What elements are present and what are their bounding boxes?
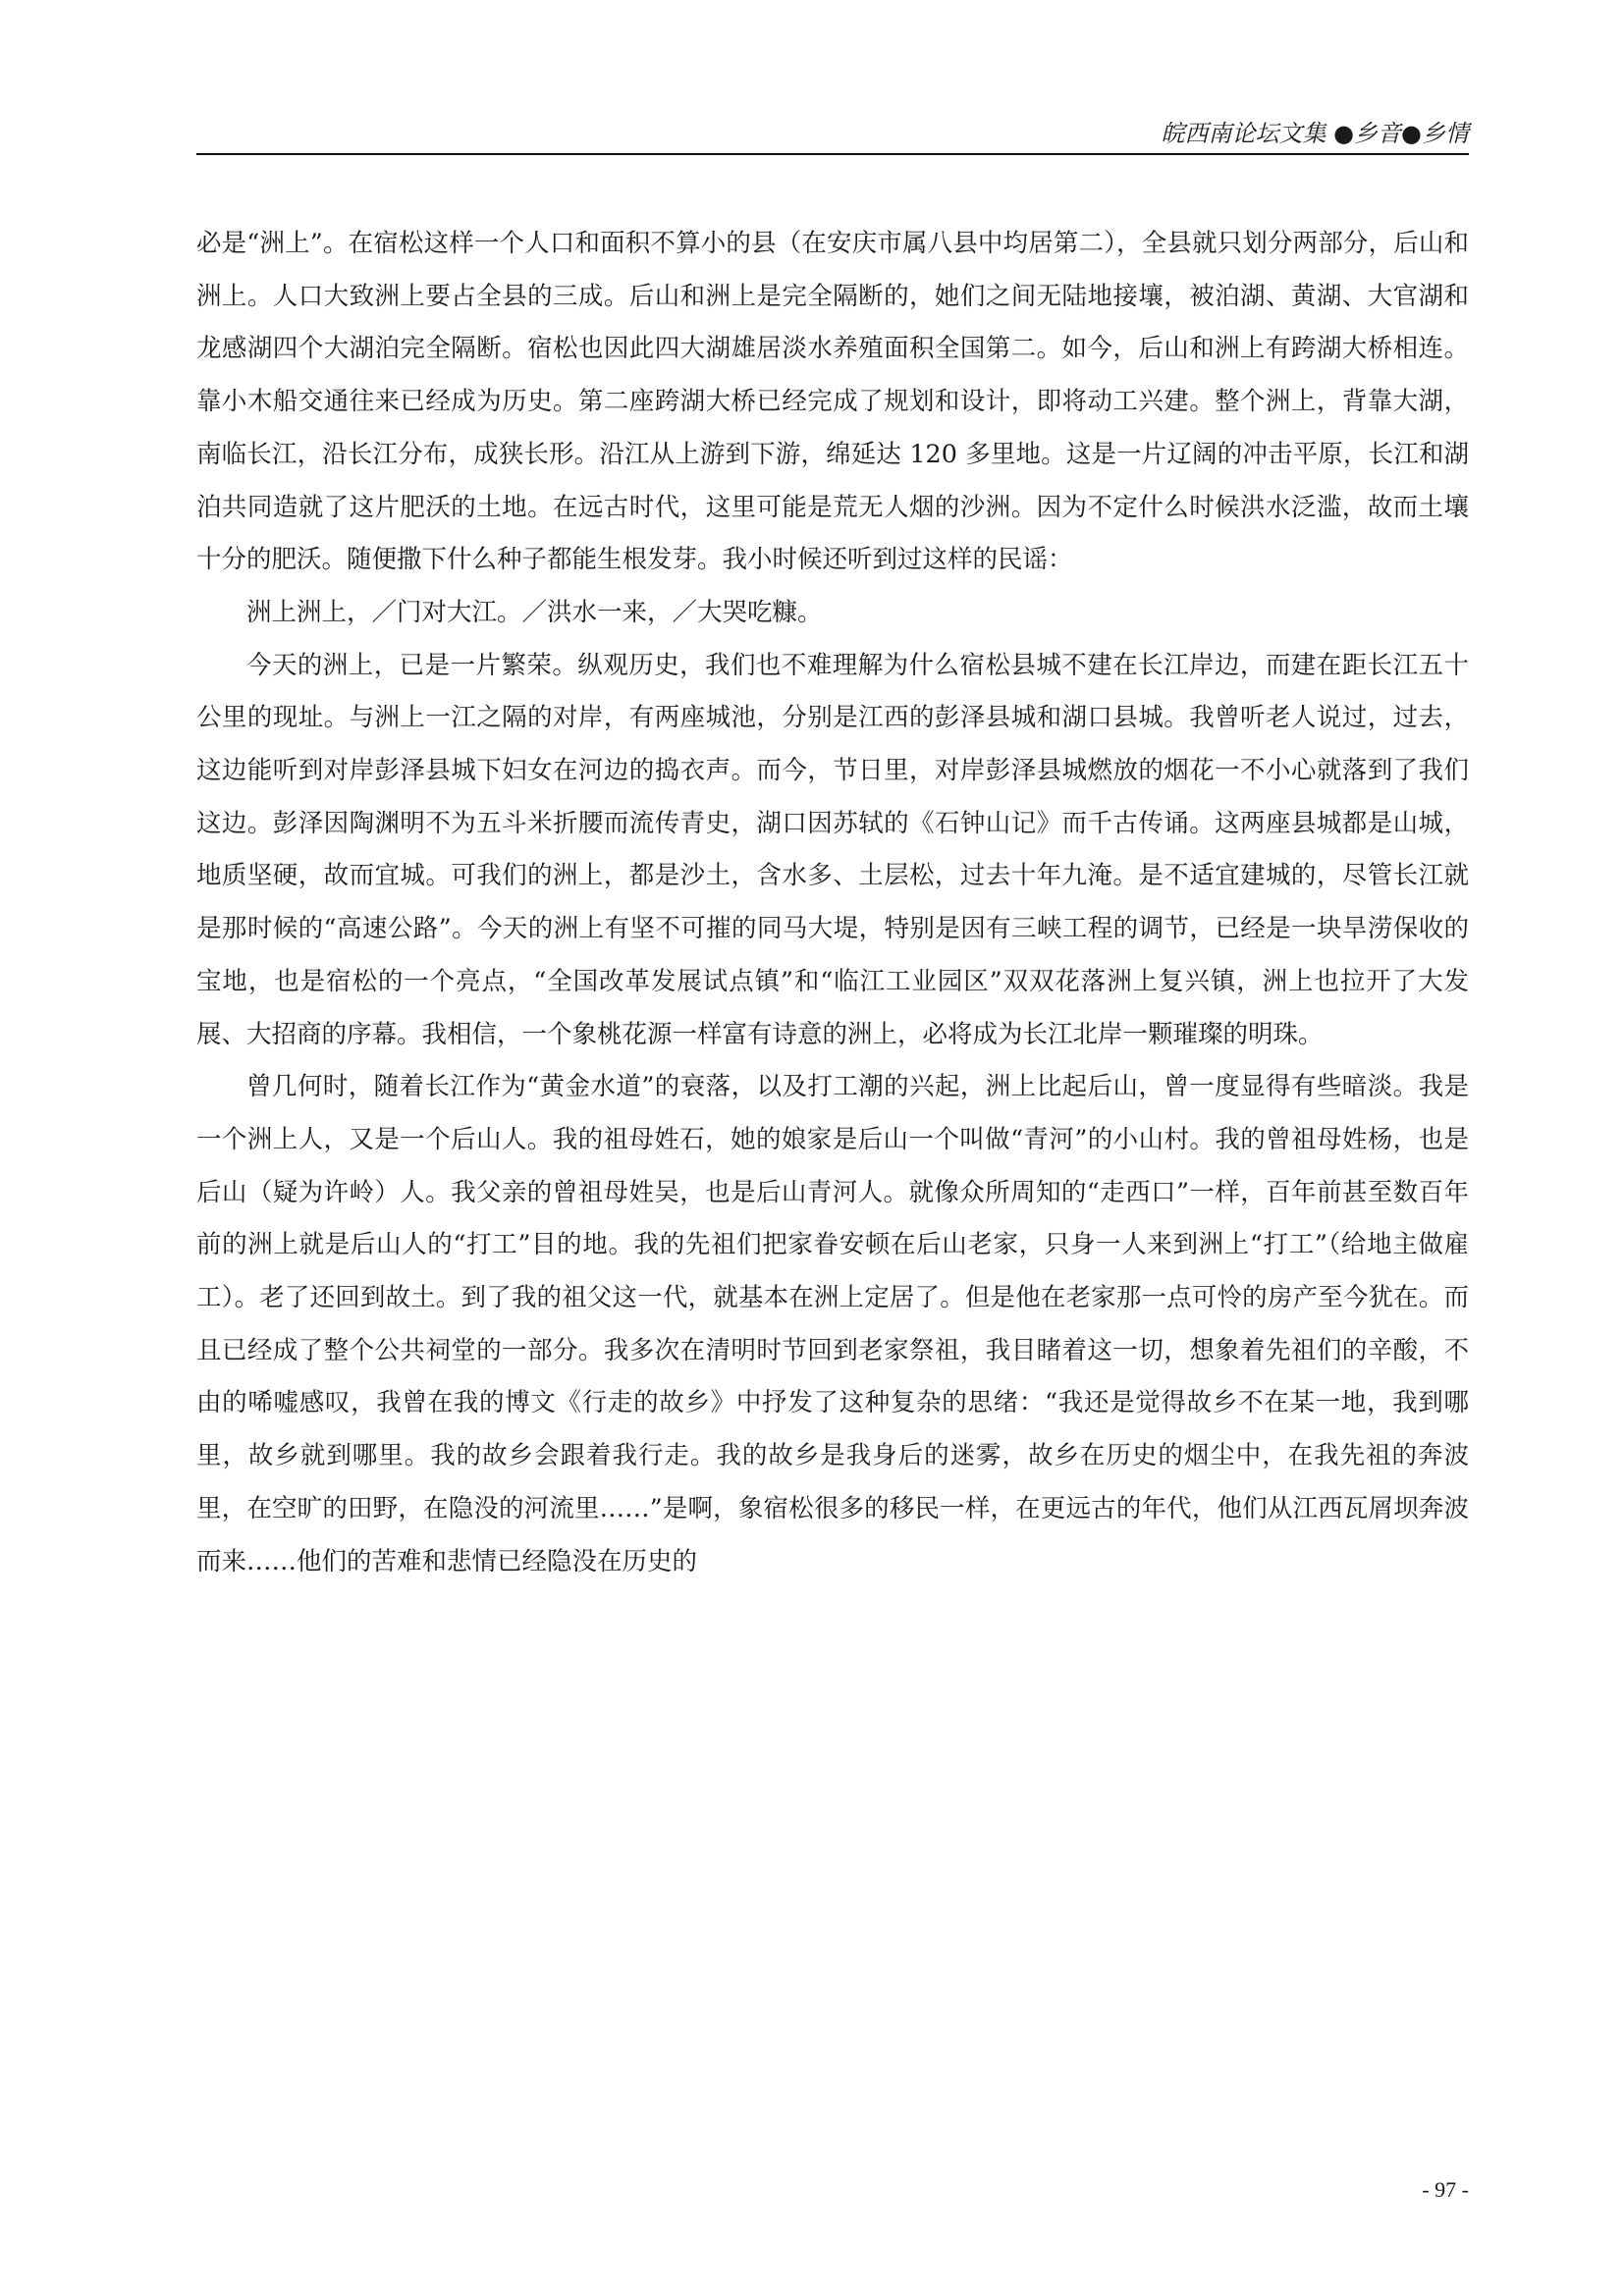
header-title: 皖西南论坛文集 ●乡音●乡情 [1161, 120, 1469, 147]
page-number: - 97 - [1422, 2177, 1469, 2202]
paragraph: 今天的洲上，已是一片繁荣。纵观历史，我们也不难理解为什么宿松县城不建在长江岸边，而建在距长江五十公里的现址。与洲上一江之隔的对岸，有两座城池，分别是江西的彭泽县城和湖口县城。我曾听老人说过，过去，这边能听到对岸彭泽县城下妇女在河边的捣衣声。而今，节日里，对岸彭泽县城燃放的烟花一不小心就落到了我们这边。彭泽因陶渊明不为五斗米折腰而流传青史，湖口因苏轼的《石钟山记》而千古传诵。这两座县城都是山城，地质坚硬，故而宜城。可我们的洲上，都是沙土，含水多、土层松，过去十年九淹。是不适宜建城的，尽管长江就是那时候的“高速公路”。今天的洲上有坚不可摧的同马大堤，特别是因有三峡工程的调节，已经是一块旱涝保收的宝地，也是宿松的一个亮点，“全国改革发展试点镇”和“临江工业园区”双双花落洲上复兴镇，洲上也拉开了大发展、大招商的序幕。我相信，一个象桃花源一样富有诗意的洲上，必将成为长江北岸一颗璀璨的明珠。 [196, 650, 1469, 1049]
running-header [196, 110, 1469, 155]
article-body [196, 218, 1469, 1588]
folk-rhyme: 洲上洲上，／门对大江。／洪水一来，／大哭吃糠。 [246, 597, 823, 627]
paragraph: 曾几何时，随着长江作为“黄金水道”的衰落，以及打工潮的兴起，洲上比起后山，曾一度显得有些暗淡。我是一个洲上人，又是一个后山人。我的祖母姓石，她的娘家是后山一个叫做“青河”的小山村。我的曾祖母姓杨，也是后山（疑为许岭）人。我父亲的曾祖母姓吴，也是后山青河人。就像众所周知的“走西口”一样，百年前甚至数百年前的洲上就是后山人的“打工”目的地。我的先祖们把家眷安顿在后山老家，只身一人来到洲上“打工”（给地主做雇工）。老了还回到故土。到了我的祖父这一代，就基本在洲上定居了。但是他在老家那一点可怜的房产至今犹在。而且已经成了整个公共祠堂的一部分。我多次在清明时节回到老家祭祖，我目睹着这一切，想象着先祖们的辛酸，不由的唏嘘感叹，我曾在我的博文《行走的故乡》中抒发了这种复杂的思绪：“我还是觉得故乡不在某一地，我到哪里，故乡就到哪里。我的故乡会跟着我行走。我的故乡是我身后的迷雾，故乡在历史的烟尘中，在我先祖的奔波里，在空旷的田野，在隐没的河流里……”是啊，象宿松很多的移民一样，在更远古的年代，他们从江西瓦屑坝奔波而来……他们的苦难和悲情已经隐没在历史的 [196, 1072, 1469, 1576]
paragraph: 必是“洲上”。在宿松这样一个人口和面积不算小的县（在安庆市属八县中均居第二），全县就只划分两部分，后山和洲上。人口大致洲上要占全县的三成。后山和洲上是完全隔断的，她们之间无陆地接壤，被泊湖、黄湖、大官湖和龙感湖四个大湖泊完全隔断。宿松也因此四大湖雄居淡水养殖面积全国第二。如今，后山和洲上有跨湖大桥相连。靠小木船交通往来已经成为历史。第二座跨湖大桥已经完成了规划和设计，即将动工兴建。整个洲上，背靠大湖，南临长江，沿长江分布，成狭长形。沿江从上游到下游，绵延达 120 多里地。这是一片辽阔的冲击平原，长江和湖泊共同造就了这片肥沃的土地。在远古时代，这里可能是荒无人烟的沙洲。因为不定什么时候洪水泛滥，故而土壤十分的肥沃。随便撒下什么种子都能生根发芽。我小时候还听到过这样的民谣： [196, 229, 1469, 575]
header-divider [196, 153, 1469, 155]
